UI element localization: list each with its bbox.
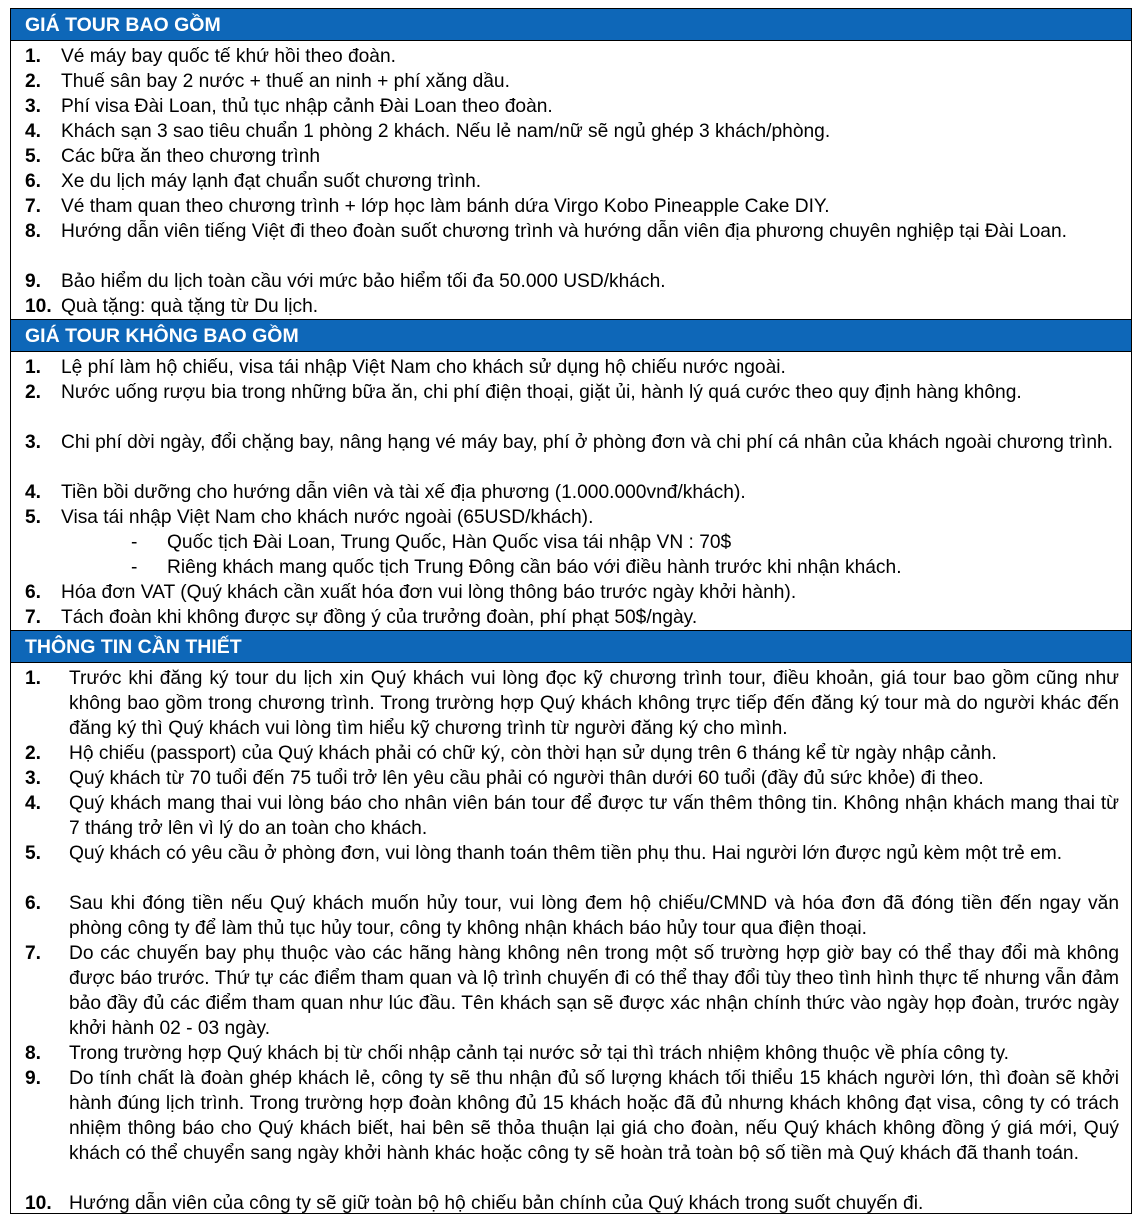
document-body — [10, 8, 1132, 1213]
section-title-necessary-info: THÔNG TIN CẦN THIẾT — [11, 630, 1131, 663]
section-necessary-info: THÔNG TIN CẦN THIẾT 1. Trước khi đăng ký tour du lịch xin Quý khách vui lòng đọc kỹ chương trình tour, điều khoản, giá tour bao gồm cũng như không bao gồm trong chương trình. Trong trường hợp Quý khách không trực tiếp đến đăng ký tour mà do người khác đến đăng ký thì Quý khách vui lòng tìm hiểu kỹ chương trình từ người đăng ký cho mình. 2. Hộ chiếu (passport) của Quý khách phải có chữ ký, còn thời hạn sử dụng trên 6 tháng kể từ ngày nhập cảnh. 3. Quý khách từ 70 tuổi đến 75 tuổi trở lên yêu cầu phải có người thân dưới 60 tuổi (đầy đủ sức khỏe) đi theo. 4. Quý khách mang thai vui lòng báo cho nhân viên bán tour để được tư vấn thêm thông tin. Không nhận khách mang thai từ 7 tháng trở lên vì lý do an toàn cho khách. 5. Quý khách có yêu cầu ở phòng đơn, vui lòng thanh toán thêm tiền phụ thu. Hai người lớn được ngủ kèm một trẻ em. 6. Sau khi đóng tiền nếu Quý khách muốn hủy tour, vui lòng đem hộ chiếu/CMND và hóa đơn đã đóng tiền đến ngay văn phòng công ty để làm thủ tục hủy tour, công ty không nhận khách báo hủy tour qua điện thoại. 7. Do các chuyến bay phụ thuộc vào các hãng hàng không nên trong một số trường hợp giờ bay có thể thay đổi mà không được báo trước. Thứ tự các điểm tham quan và lộ trình chuyến đi có thể thay đổi tùy theo tình hình thực tế nhưng vẫn đảm bảo đầy đủ các điểm tham quan như lúc đầu. Tên khách sạn sẽ được xác nhận chính thức vào ngày họp đoàn, trước ngày khởi hành 02 - 03 ngày. 8. Trong trường hợp Quý khách bị từ chối nhập cảnh tại nước sở tại thì trách nhiệm không thuộc về phía công ty. 9. Do tính chất là đoàn ghép khách lẻ, công ty sẽ thu nhận đủ số lượng khách tối thiểu 15 khách người lớn, thì đoàn sẽ khởi hành đúng lịch trình. Trong trường hợp đoàn không đủ 15 khách hoặc đã đủ nhưng khách không đạt visa, công ty có trách nhiệm thông báo cho Quý khách biết, hai bên sẽ thỏa thuận lại giá cho đoàn, nếu Quý khách không đồng ý giá mới, Quý khách có thể chuyển sang ngày khởi hành khác hoặc công ty sẽ hoàn trả toàn bộ số tiền mà Quý khách đã thanh toán. 10. Hướng dẫn viên của công ty sẽ giữ toàn bộ hộ chiếu bản chính của Quý khách trong suốt chuyến đi. — [10, 630, 1132, 1213]
section-excluded: GIÁ TOUR KHÔNG BAO GỒM 1. Lệ phí làm hộ chiếu, visa tái nhập Việt Nam cho khách sử dụng hộ chiếu nước ngoài. 2. Nước uống rượu bia trong những bữa ăn, chi phí điện thoại, giặt ủi, hành lý quá cước theo quy định hàng không. 3. Chi phí dời ngày, đổi chặng bay, nâng hạng vé máy bay, phí ở phòng đơn và chi phí cá nhân của khách ngoài chương trình. 4. Tiền bồi dưỡng cho hướng dẫn viên và tài xế địa phương (1.000.000vnđ/khách). 5. Visa tái nhập Việt Nam cho khách nước ngoài (65USD/khách). - Quốc tịch Đài Loan, Trung Quốc, Hàn Quốc visa tái nhập VN : 70$ - Riêng khách mang quốc tịch Trung Đông cần báo với điều hành trước khi nhận khách. 6. Hóa đơn VAT (Quý khách cần xuất hóa đơn vui lòng thông báo trước ngày khởi hành). 7. Tách đoàn khi không được sự đồng ý của trưởng đoàn, phí phạt 50$/ngày. — [10, 319, 1132, 630]
bottom-border — [10, 1213, 1132, 1214]
section-included: GIÁ TOUR BAO GỒM 1. Vé máy bay quốc tế khứ hồi theo đoàn. 2. Thuế sân bay 2 nước + thuế an ninh + phí xăng dầu. 3. Phí visa Đài Loan, thủ tục nhập cảnh Đài Loan theo đoàn. 4. Khách sạn 3 sao tiêu chuẩn 1 phòng 2 khách. Nếu lẻ nam/nữ sẽ ngủ ghép 3 khách/phòng. 5. Các bữa ăn theo chương trình 6. Xe du lịch máy lạnh đạt chuẩn suốt chương trình. 7. Vé tham quan theo chương trình + lớp học làm bánh dứa Virgo Kobo Pineapple Cake DIY. 8. Hướng dẫn viên tiếng Việt đi theo đoàn suốt chương trình và hướng dẫn viên địa phương chuyên nghiệp tại Đài Loan. 9. Bảo hiểm du lịch toàn cầu với mức bảo hiểm tối đa 50.000 USD/khách. 10. Quà tặng: quà tặng từ Du lịch. — [10, 8, 1132, 319]
section-title-excluded: GIÁ TOUR KHÔNG BAO GỒM — [11, 319, 1131, 352]
section-title-included: GIÁ TOUR BAO GỒM — [11, 8, 1131, 41]
